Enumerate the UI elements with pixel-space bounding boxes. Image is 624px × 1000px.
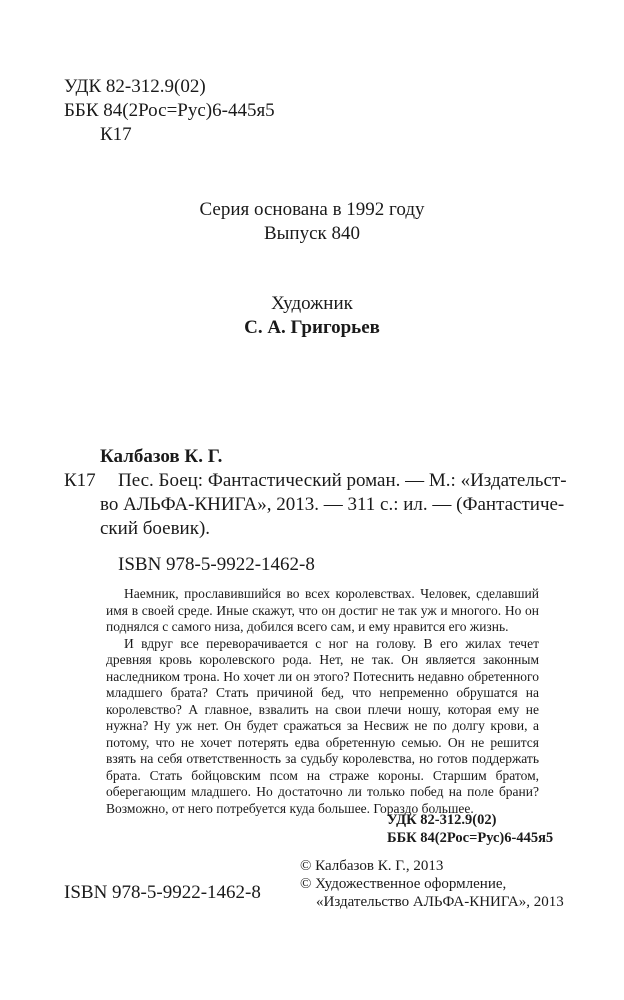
series-founded: Серия основана в 1992 году <box>199 199 425 220</box>
artist-label: Художник <box>271 293 353 314</box>
annotation-paragraph-1: Наемник, прославившийся во всех королевствах. Человек, сделавший имя в своей среде. Иные скажут, что он достиг не так уж и многого. Но он поднялся с самого низа, добился всего сам, и ему нравится его жизнь. <box>106 586 539 634</box>
udk-code: УДК 82-312.9(02) <box>64 76 206 97</box>
artist-name: С. А. Григорьев <box>244 317 380 338</box>
annotation-paragraph-2: И вдруг все переворачивается с ног на голову. В его жилах течет древняя кровь королевского рода. Нет, не так. Он является законным наследником трона. Но хочет ли он этого? Потеснить недавно обретенного младшего брата? Стать причиной бед, что непременно обрушатся на королевство? А главное, взвалить на свои плечи ношу, которая ему не нужна? Ну уж нет. Он будет сражаться за Несвиж не по долгу крови, а потому, что не хочет потерять едва обретенную семью. Он не решится взять на себя ответственность за судьбу королевства, но готов поддержать брата. Стать бойцовским псом на страже короны. Старшим братом, оберегающим младшего. Но достаточно ли только побед на поле брани? Возможно, от него потребуется куда большее. Гораздо большее. <box>106 635 539 816</box>
bib-line-3: ский боевик). <box>100 518 211 539</box>
bib-author: Калбазов К. Г. <box>100 446 223 467</box>
annotation <box>106 586 539 817</box>
bib-mark: К17 <box>64 470 96 491</box>
author-mark: К17 <box>100 124 132 145</box>
classification-bbk: ББК 84(2Рос=Рус)6-445я5 <box>387 830 554 846</box>
bib-line-2: во АЛЬФА-КНИГА», 2013. — 311 с.: ил. — (Фантастиче- <box>100 494 565 515</box>
copyright-design-1: © Художественное оформление, <box>300 876 507 892</box>
copyright-author: © Калбазов К. Г., 2013 <box>300 858 444 874</box>
series-issue: Выпуск 840 <box>263 223 361 244</box>
bottom-isbn: ISBN 978-5-9922-1462-8 <box>64 882 261 903</box>
classification-udk: УДК 82-312.9(02) <box>387 812 497 828</box>
bbk-code: ББК 84(2Рос=Рус)6-445я5 <box>64 100 275 121</box>
bib-line-1: Пес. Боец: Фантастический роман. — М.: «Издательст- <box>118 470 567 491</box>
copyright-design-2: «Издательство АЛЬФА-КНИГА», 2013 <box>316 894 564 910</box>
bib-isbn: ISBN 978-5-9922-1462-8 <box>118 554 315 575</box>
